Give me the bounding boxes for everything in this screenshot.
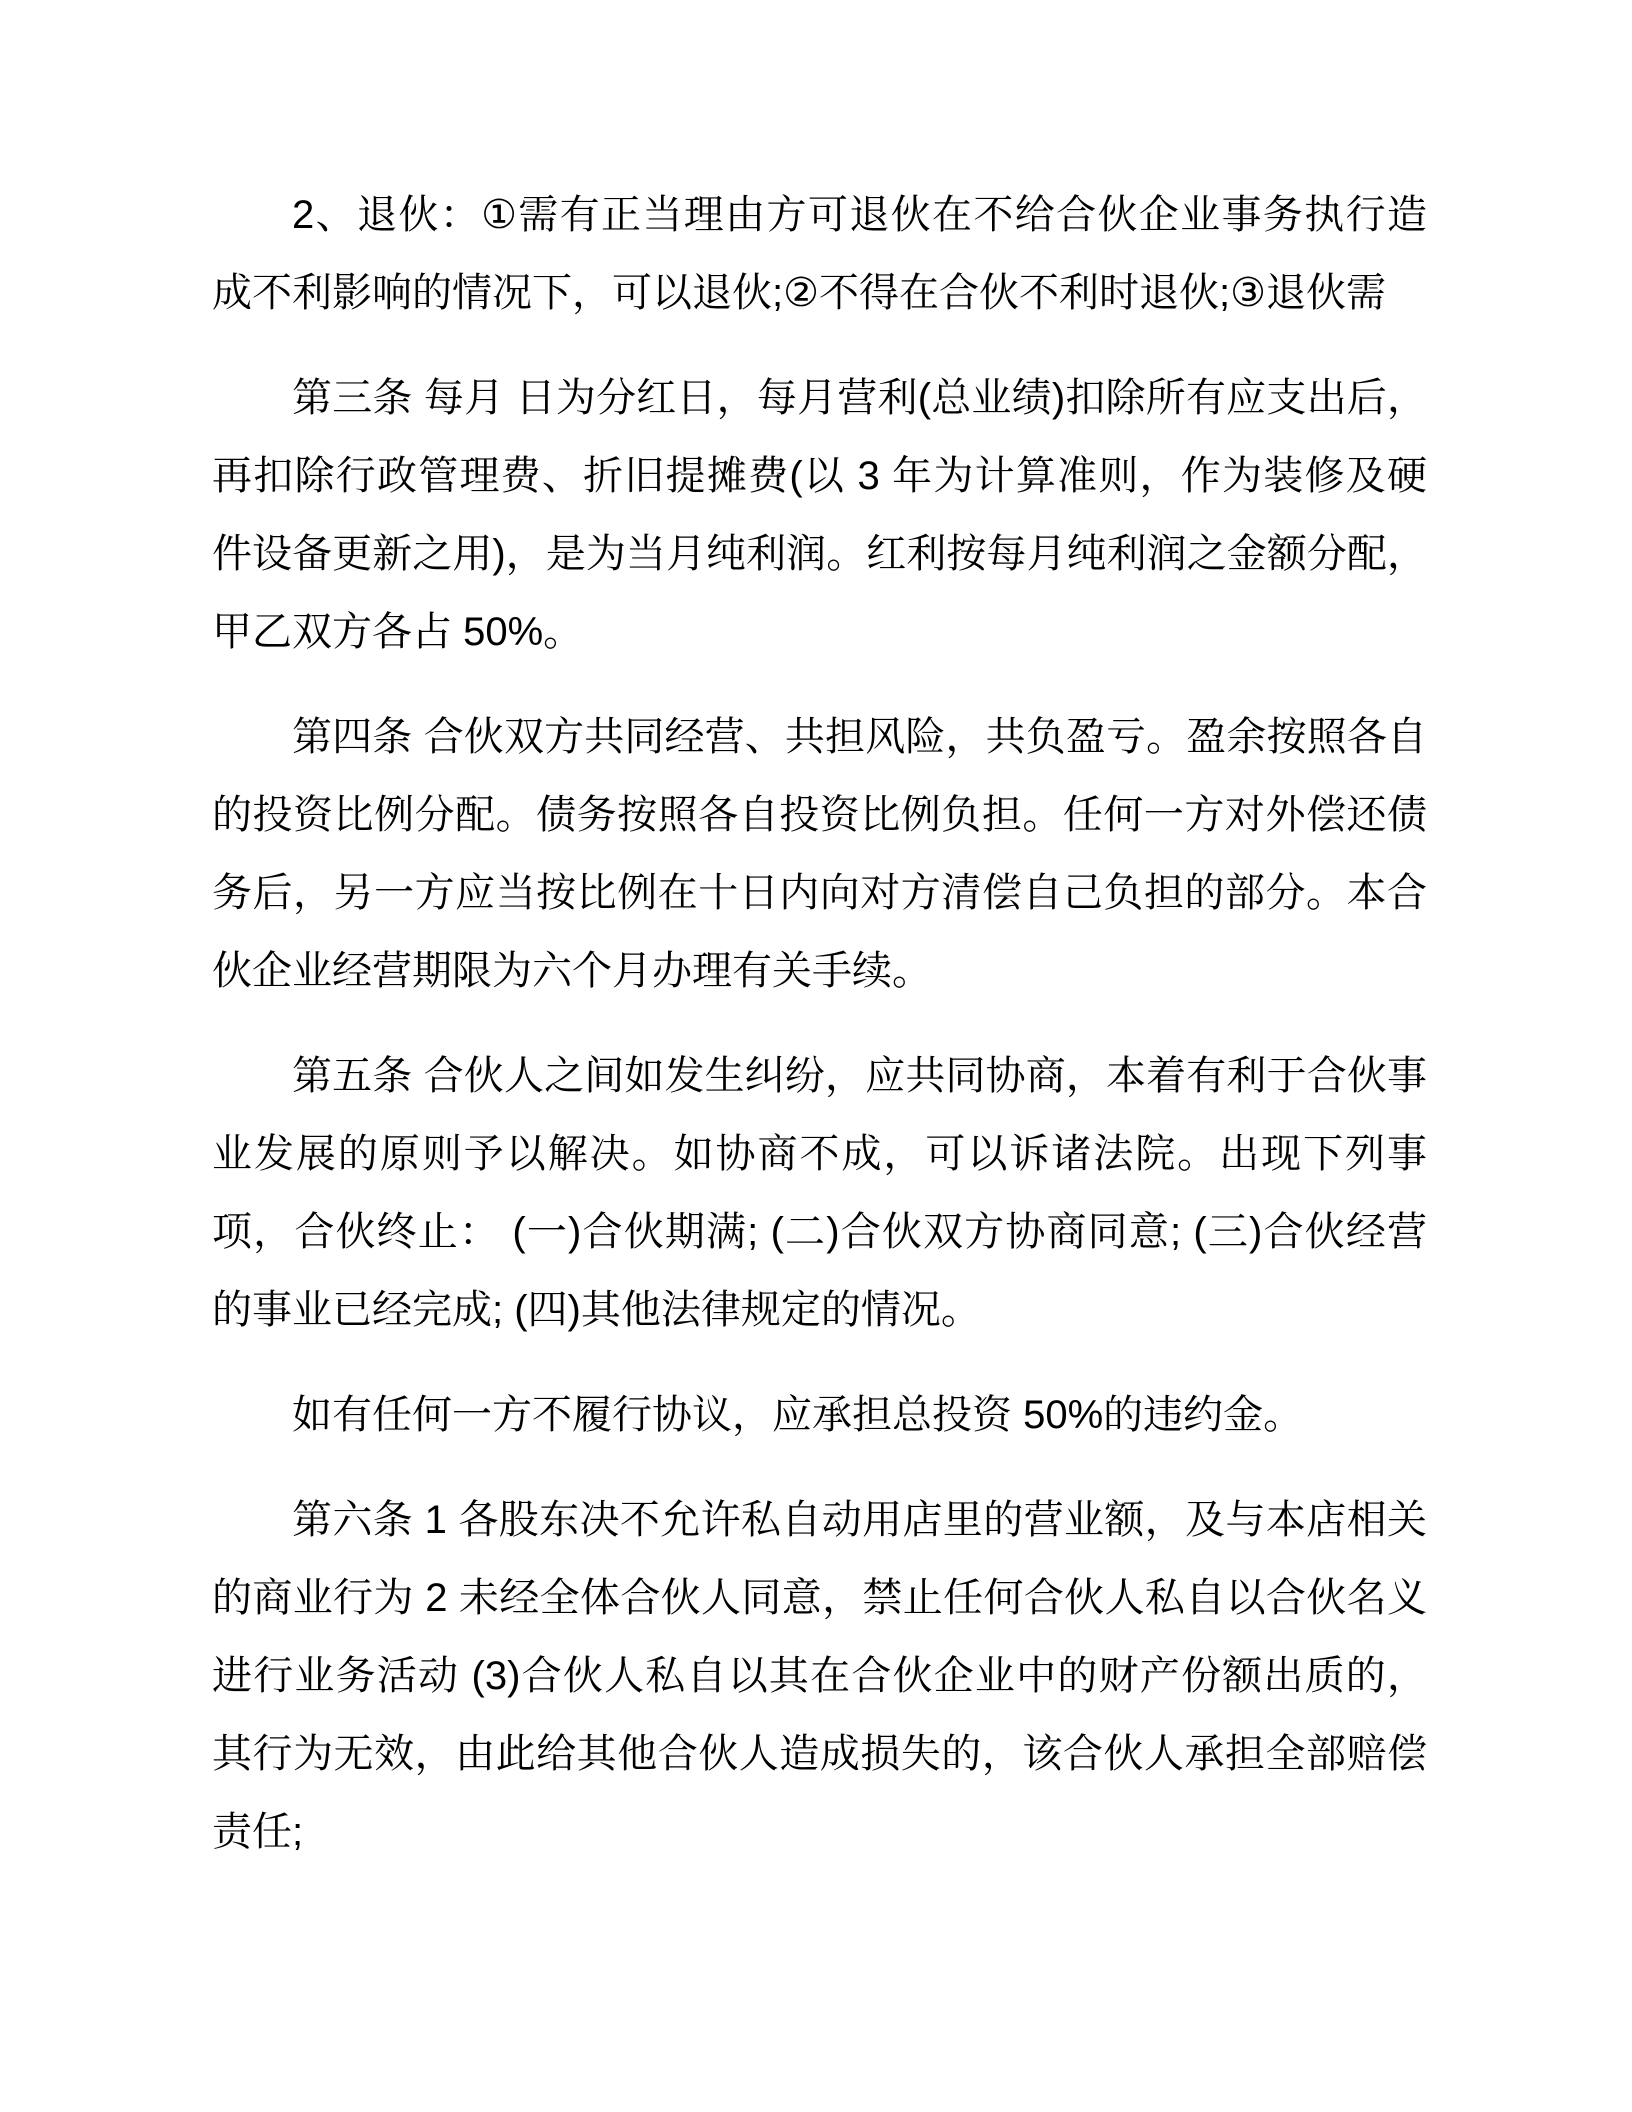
paragraph-article-5-dispute-termination: 第五条 合伙人之间如发生纠纷，应共同协商，本着有利于合伙事业发展的原则予以解决。如协商不成，可以诉诸法院。出现下列事项，合伙终止： (一)合伙期满; (二)合伙双方协商同意; (三)合伙经营的事业已经完成; (四)其他法律规定的情况。: [212, 1054, 1427, 1332]
paragraph-article-4-profit-loss-sharing: 第四条 合伙双方共同经营、共担风险，共负盈亏。盈余按照各自的投资比例分配。债务按照各自投资比例负担。任何一方对外偿还债务后，另一方应当按比例在十日内向对方清偿自己负担的部分。本合伙企业经营期限为六个月办理有关手续。: [212, 715, 1427, 993]
paragraph-article-6-prohibitions: 第六条 1 各股东决不允许私自动用店里的营业额，及与本店相关的商业行为 2 未经全体合伙人同意，禁止任何合伙人私自以合伙名义进行业务活动 (3)合伙人私自以其在合伙企业中的财产份额出质的，其行为无效，由此给其他合伙人造成损失的，该合伙人承担全部赔偿责任;: [212, 1498, 1427, 1854]
paragraph-article-3-dividends: 第三条 每月 日为分红日，每月营利(总业绩)扣除所有应支出后，再扣除行政管理费、折旧提摊费(以 3 年为计算准则，作为装修及硬件设备更新之用)，是为当月纯利润。红利按每月纯利润之金额分配，甲乙双方各占 50%。: [212, 376, 1427, 654]
paragraph-withdrawal-clause-2: 2、退伙：①需有正当理由方可退伙在不给合伙企业事务执行造成不利影响的情况下，可以退伙;②不得在合伙不利时退伙;③退伙需: [212, 193, 1427, 315]
paragraph-breach-penalty: 如有任何一方不履行协议，应承担总投资 50%的违约金。: [292, 1393, 1304, 1437]
